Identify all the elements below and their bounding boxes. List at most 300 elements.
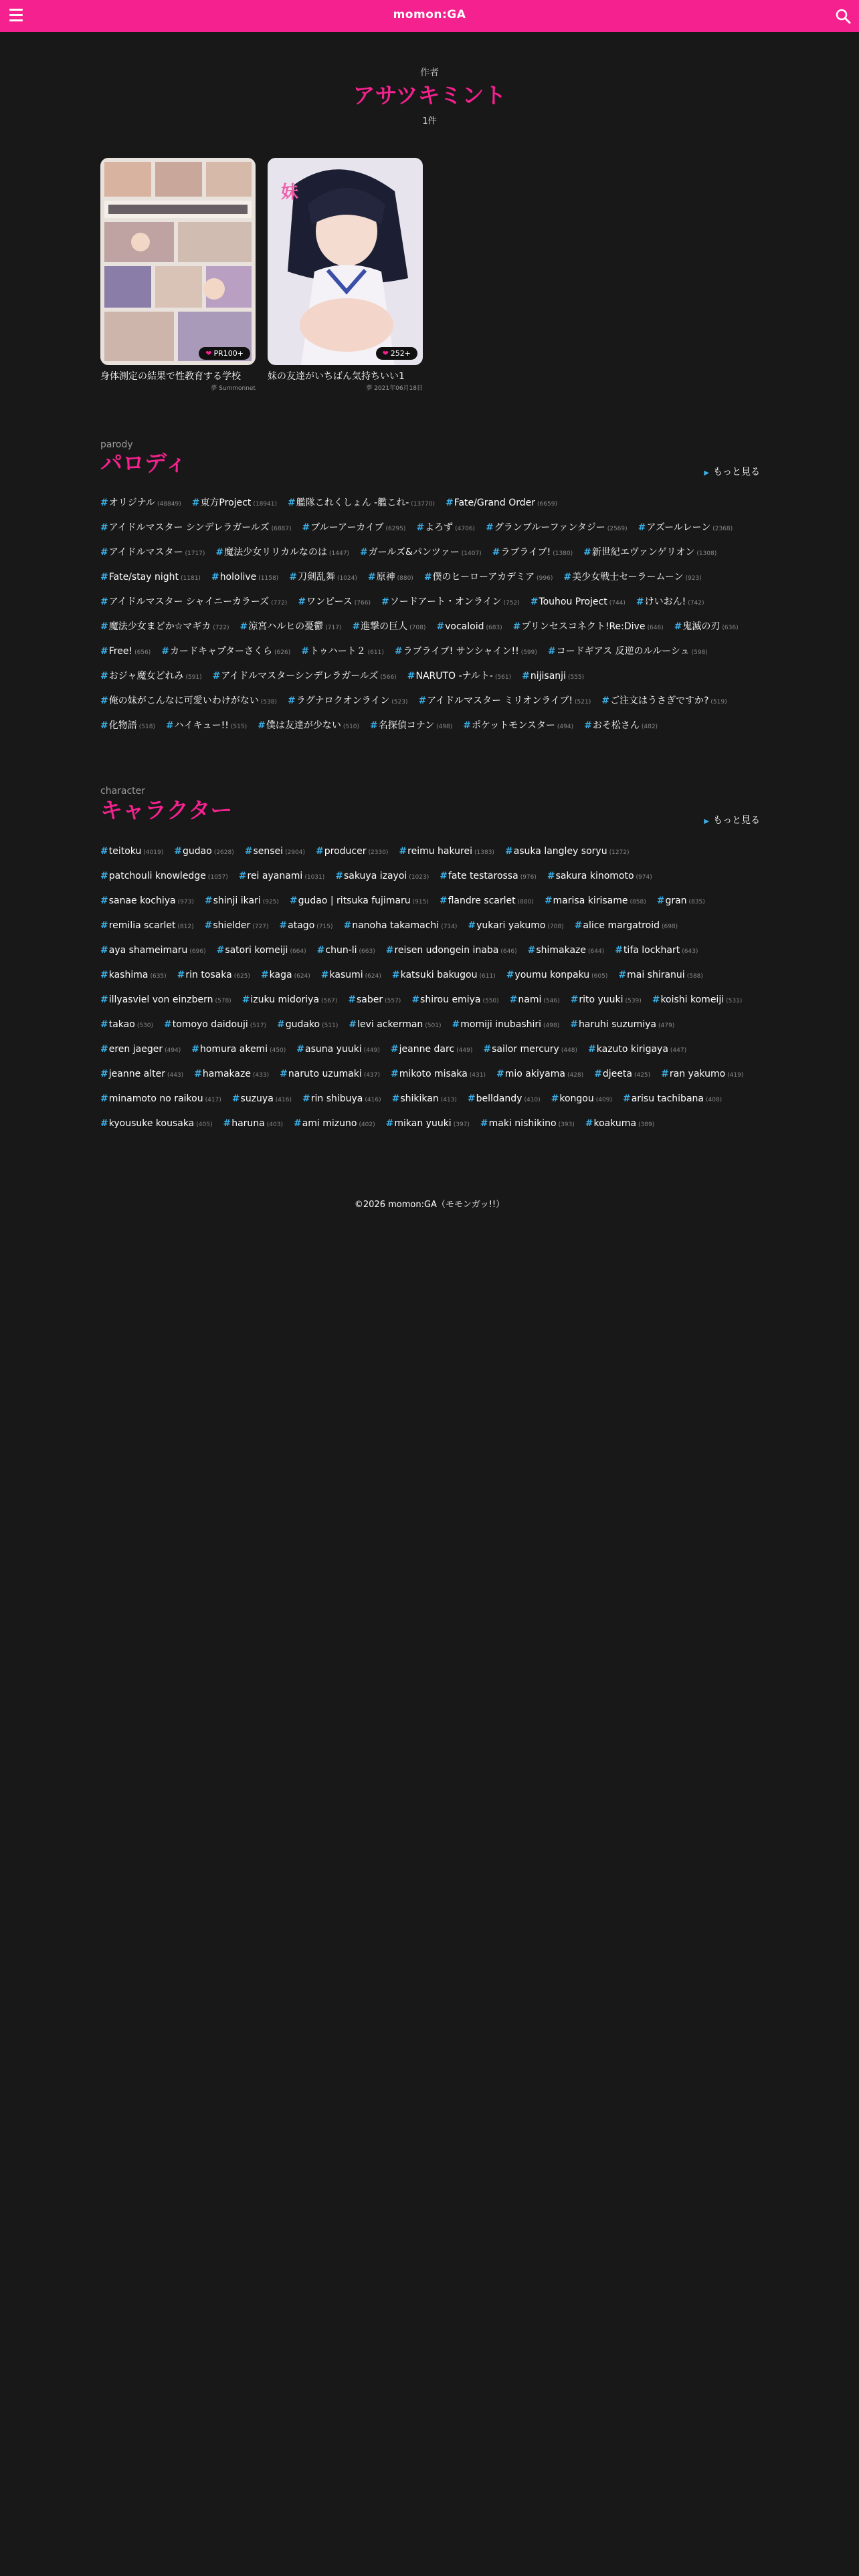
heart-icon: ❤: [205, 349, 212, 358]
tag-count: (722): [213, 625, 229, 631]
tag-name: arisu tachibana: [631, 1093, 704, 1104]
tag-count: (6295): [385, 526, 406, 532]
hash-icon: #: [547, 871, 555, 881]
character-tag[interactable]: [217, 938, 306, 963]
tag-name: 僕のヒーローアカデミア: [432, 572, 535, 582]
character-tag[interactable]: [280, 1062, 380, 1087]
tag-count: (578): [215, 998, 231, 1004]
parody-tag[interactable]: [100, 491, 181, 516]
character-tag[interactable]: [261, 963, 310, 988]
character-tag[interactable]: [245, 839, 305, 864]
character-tag[interactable]: [391, 1037, 472, 1062]
character-tag[interactable]: [290, 889, 429, 914]
character-tag[interactable]: [349, 1012, 441, 1037]
tag-name: ハイキュー!!: [174, 720, 229, 731]
tag-count: (2368): [712, 526, 733, 532]
tag-name: kaga: [269, 970, 292, 980]
character-tag[interactable]: [100, 988, 231, 1012]
tag-count: (448): [561, 1047, 578, 1054]
tag-name: sensei: [253, 846, 284, 857]
character-tag[interactable]: [100, 914, 194, 938]
tag-name: rin shibuya: [310, 1093, 363, 1104]
tag-count: (1158): [258, 575, 279, 582]
tag-name: haruna: [231, 1118, 265, 1129]
character-tag[interactable]: [302, 1087, 381, 1111]
tag-name: カードキャプターさくら: [170, 646, 273, 657]
character-tag[interactable]: [343, 914, 457, 938]
tag-count: (413): [440, 1097, 457, 1103]
parody-tag[interactable]: [395, 639, 537, 664]
parody-tag[interactable]: [100, 664, 202, 689]
parody-tag[interactable]: [100, 689, 277, 714]
hash-icon: #: [504, 846, 513, 857]
work-card[interactable]: [100, 158, 256, 392]
hash-icon: #: [279, 920, 288, 931]
tag-count: (611): [367, 649, 384, 656]
hash-icon: #: [165, 720, 174, 731]
tag-count: (557): [385, 998, 401, 1004]
parody-tag[interactable]: [166, 714, 247, 738]
parody-tag[interactable]: [636, 590, 704, 615]
character-tag[interactable]: [496, 1062, 583, 1087]
tag-count: (498): [436, 724, 453, 730]
hash-icon: #: [496, 1069, 504, 1079]
hash-icon: #: [349, 1019, 357, 1030]
tag-name: ラブライブ! サンシャイン!!: [403, 646, 519, 657]
hash-icon: #: [348, 994, 356, 1005]
hash-icon: #: [301, 646, 309, 657]
character-tag[interactable]: [618, 963, 703, 988]
work-thumbnail[interactable]: [100, 158, 256, 365]
character-tag[interactable]: [242, 988, 338, 1012]
tag-name: teitoku: [108, 846, 142, 857]
parody-section-label: parody: [100, 439, 133, 450]
character-tag[interactable]: [468, 1087, 541, 1111]
hash-icon: #: [100, 572, 108, 582]
character-tag[interactable]: [505, 839, 630, 864]
parody-tag[interactable]: [211, 565, 278, 590]
parody-tag[interactable]: [289, 565, 357, 590]
tag-name: hololive: [219, 572, 257, 582]
hash-icon: #: [100, 1118, 108, 1129]
character-tag[interactable]: [571, 988, 642, 1012]
character-tag[interactable]: [321, 963, 381, 988]
tag-name: けいおん!: [644, 597, 686, 607]
character-tag[interactable]: [570, 1012, 674, 1037]
parody-tag[interactable]: [240, 615, 342, 639]
hash-icon: #: [618, 970, 627, 980]
character-tag[interactable]: [205, 914, 269, 938]
parody-tag[interactable]: [352, 615, 425, 639]
hash-icon: #: [276, 1019, 285, 1030]
parody-tag[interactable]: [381, 590, 520, 615]
character-more-link[interactable]: ▶ もっと見る: [704, 815, 760, 826]
hash-icon: #: [452, 1019, 460, 1030]
hash-icon: #: [280, 1069, 288, 1079]
tag-name: shielder: [213, 920, 251, 931]
character-tag[interactable]: [594, 1062, 650, 1087]
character-tag[interactable]: [528, 938, 605, 963]
tag-name: プリンセスコネクト!Re:Dive: [521, 621, 646, 632]
hash-icon: #: [100, 871, 108, 881]
parody-tag[interactable]: [424, 565, 553, 590]
character-tag[interactable]: [440, 889, 534, 914]
character-tag[interactable]: [623, 1087, 722, 1111]
hash-icon: #: [223, 1118, 231, 1129]
tag-count: (519): [710, 699, 727, 706]
tag-count: (664): [290, 948, 306, 955]
hash-icon: #: [674, 621, 682, 632]
parody-tag[interactable]: [100, 540, 205, 565]
hash-icon: #: [191, 1044, 200, 1055]
parody-tag[interactable]: [531, 590, 626, 615]
hash-icon: #: [343, 920, 352, 931]
parody-tag[interactable]: [407, 664, 511, 689]
tag-name: 魔法少女まどか☆マギカ: [108, 621, 211, 632]
tag-count: (433): [252, 1072, 270, 1079]
hash-icon: #: [100, 920, 108, 931]
character-tag[interactable]: [411, 988, 498, 1012]
tag-count: (393): [558, 1121, 575, 1128]
tag-count: (482): [641, 724, 658, 730]
tag-count: (408): [705, 1097, 723, 1103]
parody-tag[interactable]: [288, 491, 435, 516]
character-tag[interactable]: [452, 1012, 560, 1037]
parody-tag[interactable]: [100, 516, 292, 540]
parody-tag[interactable]: [213, 664, 397, 689]
tag-name: illyasviel von einzbern: [108, 994, 213, 1005]
tag-name: ラグナロクオンライン: [296, 695, 390, 706]
character-tag[interactable]: [468, 914, 563, 938]
hash-icon: #: [636, 597, 644, 607]
tag-name: ガールズ&パンツァー: [368, 547, 460, 558]
tag-name: ワンピース: [306, 597, 353, 607]
tag-name: アイドルマスター シンデレラガールズ: [108, 522, 270, 533]
parody-tag[interactable]: [368, 565, 413, 590]
character-tag[interactable]: [551, 1087, 612, 1111]
tag-name: reimu hakurei: [407, 846, 473, 857]
character-tag[interactable]: [652, 988, 743, 1012]
parody-tag[interactable]: [298, 590, 371, 615]
hash-icon: #: [100, 498, 108, 508]
tag-name: rei ayanami: [247, 871, 303, 881]
tag-count: (635): [150, 973, 167, 980]
hash-icon: #: [194, 1069, 202, 1079]
hash-icon: #: [399, 846, 407, 857]
character-tag[interactable]: [316, 839, 388, 864]
hash-icon: #: [390, 1044, 399, 1055]
tag-name: 原神: [376, 572, 395, 582]
parody-tag[interactable]: [486, 516, 628, 540]
parody-tag[interactable]: [100, 714, 155, 738]
tag-name: アイドルマスターシンデレラガールズ: [221, 671, 379, 681]
tag-count: (974): [636, 874, 652, 881]
tag-name: shimakaze: [536, 945, 586, 956]
parody-tag[interactable]: [100, 639, 151, 664]
parody-tag[interactable]: [601, 689, 727, 714]
tag-count: (443): [167, 1072, 184, 1079]
character-tag[interactable]: [294, 1111, 375, 1136]
character-tag[interactable]: [100, 889, 194, 914]
tag-name: youmu konpaku: [514, 970, 590, 980]
hash-icon: #: [423, 572, 432, 582]
tag-count: (973): [177, 899, 194, 905]
hash-icon: #: [468, 920, 476, 931]
triangle-right-icon: ▶: [704, 469, 709, 477]
parody-tag[interactable]: [436, 615, 502, 639]
tag-name: patchouli knowledge: [108, 871, 206, 881]
tag-name: ソードアート・オンライン: [389, 597, 502, 607]
hash-icon: #: [570, 1019, 578, 1030]
author-category-label: 作者: [420, 68, 439, 78]
tag-name: sakuya izayoi: [344, 871, 407, 881]
character-tag[interactable]: [657, 889, 705, 914]
parody-tag[interactable]: [100, 565, 201, 590]
tag-name: 美少女戦士セーラームーン: [572, 572, 684, 582]
character-tag[interactable]: [223, 1111, 282, 1136]
work-thumbnail[interactable]: [268, 158, 423, 365]
parody-tag[interactable]: [583, 540, 717, 565]
character-tag[interactable]: [164, 1012, 266, 1037]
character-tag[interactable]: [440, 864, 537, 889]
tag-name: おそ松さん: [592, 720, 640, 731]
hash-icon: #: [352, 621, 361, 632]
tag-count: (531): [726, 998, 743, 1004]
tag-count: (1272): [609, 849, 630, 856]
tag-count: (656): [134, 649, 151, 656]
character-tag[interactable]: [386, 938, 517, 963]
work-count: 1件: [422, 116, 437, 126]
hash-icon: #: [298, 597, 306, 607]
tag-name: オリジナル: [108, 498, 156, 508]
character-tag[interactable]: [480, 1111, 575, 1136]
character-tag[interactable]: [348, 988, 401, 1012]
character-tag[interactable]: [279, 914, 332, 938]
tag-name: mikan yuuki: [394, 1118, 452, 1129]
parody-tag[interactable]: [584, 714, 658, 738]
character-tag[interactable]: [335, 864, 429, 889]
tag-count: (915): [412, 899, 429, 905]
character-tag[interactable]: [547, 864, 652, 889]
character-tag[interactable]: [317, 938, 375, 963]
tag-count: (511): [322, 1023, 339, 1029]
parody-tag-list: [100, 491, 763, 738]
tag-count: (425): [634, 1072, 651, 1079]
site-logo[interactable]: momon:GA: [393, 8, 466, 21]
hash-icon: #: [551, 1093, 559, 1104]
tag-name: おジャ魔女どれみ: [108, 671, 184, 681]
tag-name: katsuki bakugou: [400, 970, 478, 980]
tag-count: (410): [524, 1097, 541, 1103]
tag-count: (501): [425, 1023, 442, 1029]
tag-count: (663): [359, 948, 375, 955]
hash-icon: #: [530, 597, 539, 607]
tag-count: (403): [266, 1121, 283, 1128]
tag-name: minamoto no raikou: [108, 1093, 203, 1104]
character-tag[interactable]: [100, 1037, 181, 1062]
hash-icon: #: [100, 1069, 108, 1079]
character-tag[interactable]: [194, 1062, 269, 1087]
tag-name: ran yakumo: [669, 1069, 726, 1079]
tag-name: コードギアス 反逆のルルーシュ: [556, 646, 690, 657]
character-tag[interactable]: [483, 1037, 577, 1062]
tag-count: (744): [609, 600, 626, 607]
character-tag[interactable]: [100, 1062, 183, 1087]
parody-tag[interactable]: [446, 491, 557, 516]
tag-count: (812): [177, 924, 194, 930]
hash-icon: #: [615, 945, 623, 956]
character-tag[interactable]: [191, 1037, 286, 1062]
author-header: [0, 66, 859, 126]
character-tag[interactable]: [205, 889, 279, 914]
tag-name: 魔法少女リリカルなのは: [224, 547, 328, 558]
parody-tag[interactable]: [674, 615, 739, 639]
hash-icon: #: [289, 572, 297, 582]
work-card[interactable]: [268, 158, 423, 392]
tag-count: (417): [205, 1097, 221, 1103]
character-tag[interactable]: [506, 963, 608, 988]
tag-name: 俺の妹がこんなに可愛いわけがない: [108, 695, 259, 706]
work-title[interactable]: 妹の友達がいちばん気持ちいい1: [268, 371, 405, 382]
parody-tag[interactable]: [418, 689, 591, 714]
character-tag[interactable]: [239, 864, 325, 889]
hash-icon: #: [463, 720, 472, 731]
hash-icon: #: [174, 846, 183, 857]
tag-name: ラブライブ!: [500, 547, 551, 558]
hash-icon: #: [296, 1044, 305, 1055]
hash-icon: #: [381, 597, 389, 607]
parody-tag[interactable]: [522, 664, 584, 689]
character-tag[interactable]: [100, 1012, 153, 1037]
character-tag[interactable]: [510, 988, 560, 1012]
character-tag[interactable]: [386, 1111, 470, 1136]
tag-name: levi ackerman: [357, 1019, 423, 1030]
character-tag[interactable]: [399, 839, 494, 864]
tag-count: (1181): [181, 575, 201, 582]
parody-more-link[interactable]: ▶ もっと見る: [704, 467, 760, 477]
tag-name: gudao | ritsuka fujimaru: [298, 895, 411, 906]
parody-tag[interactable]: [215, 540, 349, 565]
character-tag[interactable]: [391, 1062, 486, 1087]
character-tag[interactable]: [100, 864, 228, 889]
tag-name: アイドルマスター: [108, 547, 183, 558]
parody-tag[interactable]: [302, 516, 406, 540]
tag-count: (727): [252, 924, 269, 930]
character-tag[interactable]: [615, 938, 698, 963]
parody-tag[interactable]: [192, 491, 277, 516]
tag-name: fate testarossa: [448, 871, 518, 881]
hash-icon: #: [240, 621, 248, 632]
character-tag[interactable]: [392, 963, 496, 988]
parody-tag[interactable]: [100, 615, 229, 639]
tag-count: (996): [537, 575, 553, 582]
hash-icon: #: [215, 547, 224, 558]
tag-count: (766): [354, 600, 371, 607]
character-tag[interactable]: [100, 839, 163, 864]
hash-icon: #: [100, 597, 108, 607]
parody-tag[interactable]: [638, 516, 733, 540]
tag-name: asuna yuuki: [305, 1044, 362, 1055]
tag-name: Touhou Project: [539, 597, 607, 607]
hash-icon: #: [177, 970, 185, 980]
character-tag[interactable]: [174, 839, 233, 864]
tag-name: flandre scarlet: [448, 895, 516, 906]
parody-tag[interactable]: [548, 639, 708, 664]
parody-tag[interactable]: [100, 590, 287, 615]
character-tag[interactable]: [177, 963, 250, 988]
tag-count: (624): [294, 973, 310, 980]
hash-icon: #: [211, 572, 219, 582]
tag-name: Fate/Grand Order: [454, 498, 536, 508]
tag-count: (1717): [185, 550, 205, 557]
tag-name: hamakaze: [202, 1069, 251, 1079]
character-tag[interactable]: [296, 1037, 380, 1062]
parody-tag[interactable]: [492, 540, 573, 565]
character-tag[interactable]: [100, 963, 167, 988]
parody-tag[interactable]: [288, 689, 408, 714]
character-tag[interactable]: [100, 1111, 212, 1136]
character-tag[interactable]: [100, 938, 206, 963]
character-tag[interactable]: [545, 889, 646, 914]
tag-count: (1447): [329, 550, 349, 557]
tag-name: rin tosaka: [185, 970, 232, 980]
parody-tag[interactable]: [416, 516, 475, 540]
tag-count: (498): [543, 1023, 560, 1029]
tag-name: 進撃の巨人: [361, 621, 408, 632]
hash-icon: #: [100, 994, 108, 1005]
parody-tag[interactable]: [360, 540, 482, 565]
tag-count: (880): [517, 899, 534, 905]
character-tag[interactable]: [588, 1037, 686, 1062]
character-tag[interactable]: [100, 1087, 221, 1111]
hash-icon: #: [289, 895, 298, 906]
character-tag[interactable]: [661, 1062, 743, 1087]
parody-tag[interactable]: [301, 639, 384, 664]
hash-icon: #: [588, 1044, 596, 1055]
work-title[interactable]: 身体測定の結果で性教育する学校: [100, 371, 241, 382]
character-tag[interactable]: [585, 1111, 654, 1136]
search-icon[interactable]: [835, 8, 851, 24]
tag-count: (611): [479, 973, 496, 980]
parody-tag[interactable]: [258, 714, 359, 738]
parody-tag[interactable]: [563, 565, 701, 590]
parody-tag[interactable]: [463, 714, 573, 738]
parody-tag[interactable]: [513, 615, 664, 639]
hash-icon: #: [544, 895, 553, 906]
hash-icon: #: [212, 671, 221, 681]
tag-name: mikoto misaka: [399, 1069, 468, 1079]
work-meta: 夢 2021年06月18日: [366, 385, 423, 392]
tag-name: homura akemi: [200, 1044, 268, 1055]
parody-tag[interactable]: [161, 639, 290, 664]
parody-tag[interactable]: [370, 714, 452, 738]
character-tag[interactable]: [277, 1012, 338, 1037]
tag-count: (772): [271, 600, 288, 607]
hash-icon: #: [570, 994, 579, 1005]
hash-icon: #: [216, 945, 225, 956]
character-tag[interactable]: [392, 1087, 457, 1111]
tag-count: (409): [595, 1097, 612, 1103]
tag-count: (437): [363, 1072, 381, 1079]
hash-icon: #: [418, 695, 427, 706]
tag-count: (405): [196, 1121, 213, 1128]
hash-icon: #: [164, 1019, 172, 1030]
tag-name: kazuto kirigaya: [596, 1044, 668, 1055]
tag-count: (2904): [285, 849, 305, 856]
character-tag[interactable]: [232, 1087, 292, 1111]
tag-count: (698): [661, 924, 678, 930]
character-tag[interactable]: [575, 914, 678, 938]
